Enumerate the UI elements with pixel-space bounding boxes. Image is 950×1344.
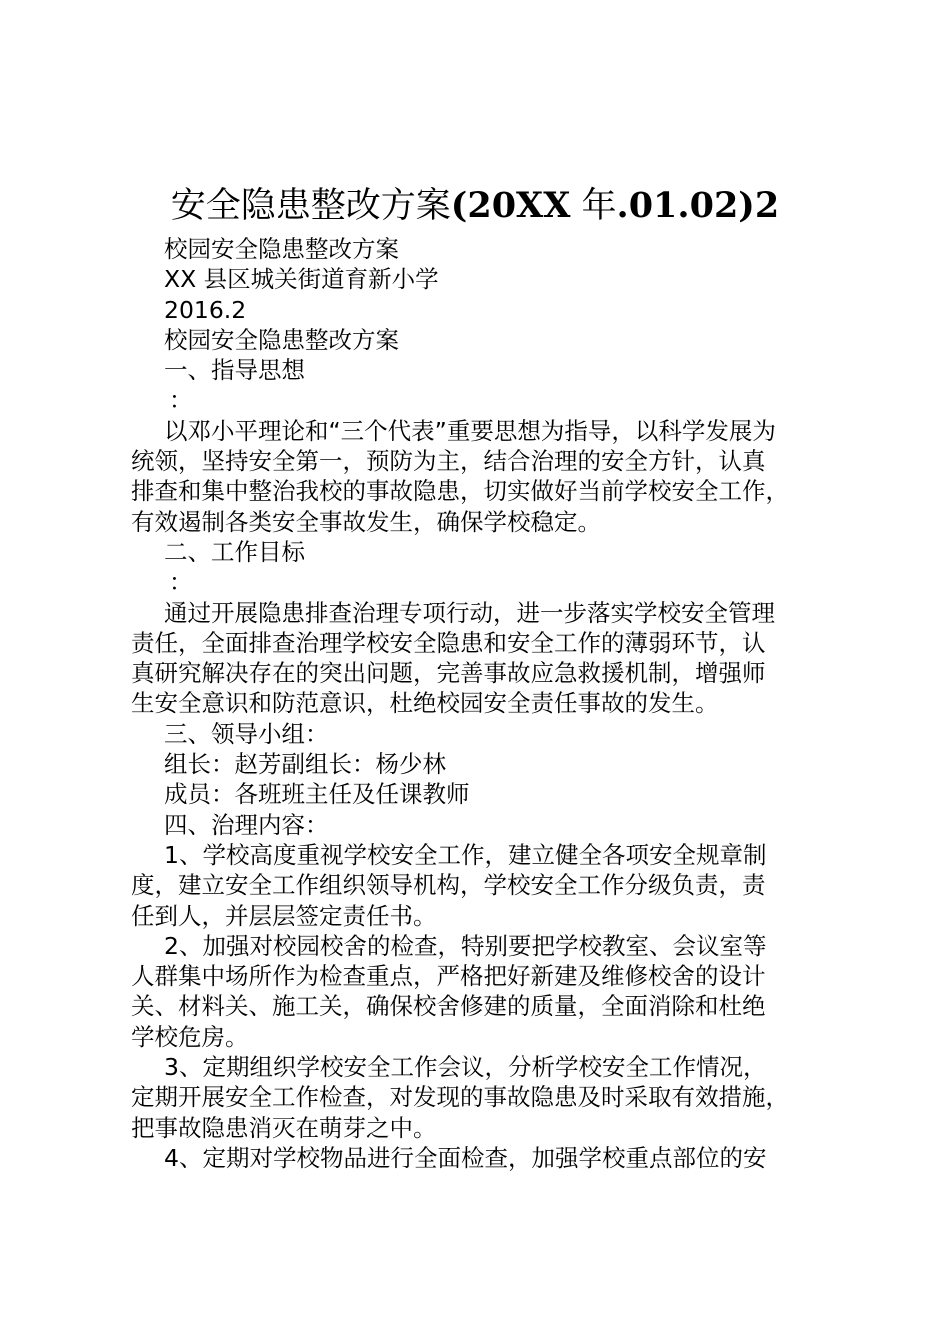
paragraph-line: 定期开展安全工作检查，对发现的事故隐患及时采取有效措施， [131, 1083, 789, 1112]
paragraph-line: 统领，坚持安全第一，预防为主，结合治理的安全方针，认真 [131, 447, 766, 476]
leader-line: 组长：赵芳副组长：杨少林 [164, 750, 446, 779]
section-heading-2: 二、工作目标 [164, 537, 305, 566]
title-year: 年 [581, 186, 617, 226]
title-paren: (20XX [450, 185, 571, 226]
paragraph-line: 人群集中场所作为检查重点，严格把好新建及维修校舍的设计 [131, 962, 766, 991]
paragraph-line: 2、加强对校园校舍的检查，特别要把学校教室、会议室等 [164, 931, 767, 960]
paragraph-line: 有效遏制各类安全事故发生，确保学校稳定。 [131, 507, 601, 536]
document-body [131, 234, 843, 1173]
date-line: 2016.2 [164, 295, 247, 324]
paragraph-line: 4、定期对学校物品进行全面检查，加强学校重点部位的安 [164, 1143, 767, 1172]
subtitle-line-repeat: 校园安全隐患整改方案 [164, 325, 399, 354]
title-cn: 安全隐患整改方案 [170, 186, 451, 226]
paragraph-line: 生安全意识和防范意识，杜绝校园安全责任事故的发生。 [131, 689, 719, 718]
paragraph-line: 责任，全面排查治理学校安全隐患和安全工作的薄弱环节，认 [131, 628, 766, 657]
members-line: 成员：各班班主任及任课教师 [164, 780, 470, 809]
paragraph-line: 3、定期组织学校安全工作会议，分析学校安全工作情况， [164, 1053, 767, 1082]
paragraph-line: 排查和集中整治我校的事故隐患，切实做好当前学校安全工作， [131, 477, 789, 506]
colon-line: ： [169, 568, 193, 597]
paragraph-line: 关、材料关、施工关，确保校舍修建的质量，全面消除和杜绝 [131, 992, 766, 1021]
section-heading-1: 一、指导思想 [164, 356, 305, 385]
paragraph-line: 真研究解决存在的突出问题，完善事故应急救援机制，增强师 [131, 659, 766, 688]
title-rest: .01.02)2 [616, 185, 780, 226]
paragraph-line: 度，建立安全工作组织领导机构，学校安全工作分级负责，责 [131, 871, 766, 900]
document-title [0, 183, 950, 229]
school-name: XX 县区城关街道育新小学 [164, 265, 439, 294]
paragraph-line: 学校危房。 [131, 1022, 249, 1051]
subtitle-line: 校园安全隐患整改方案 [164, 235, 399, 263]
paragraph-line: 以邓小平理论和“三个代表”重要思想为指导，以科学发展为 [164, 416, 776, 445]
paragraph-line: 通过开展隐患排查治理专项行动，进一步落实学校安全管理 [164, 598, 775, 627]
section-heading-4: 四、治理内容： [164, 810, 329, 839]
section-heading-3: 三、领导小组： [164, 719, 329, 748]
paragraph-line: 把事故隐患消灭在萌芽之中。 [131, 1113, 437, 1142]
paragraph-line: 任到人，并层层签定责任书。 [131, 901, 437, 930]
paragraph-line: 1、学校高度重视学校安全工作，建立健全各项安全规章制 [164, 840, 767, 869]
colon-line: ： [169, 386, 193, 415]
